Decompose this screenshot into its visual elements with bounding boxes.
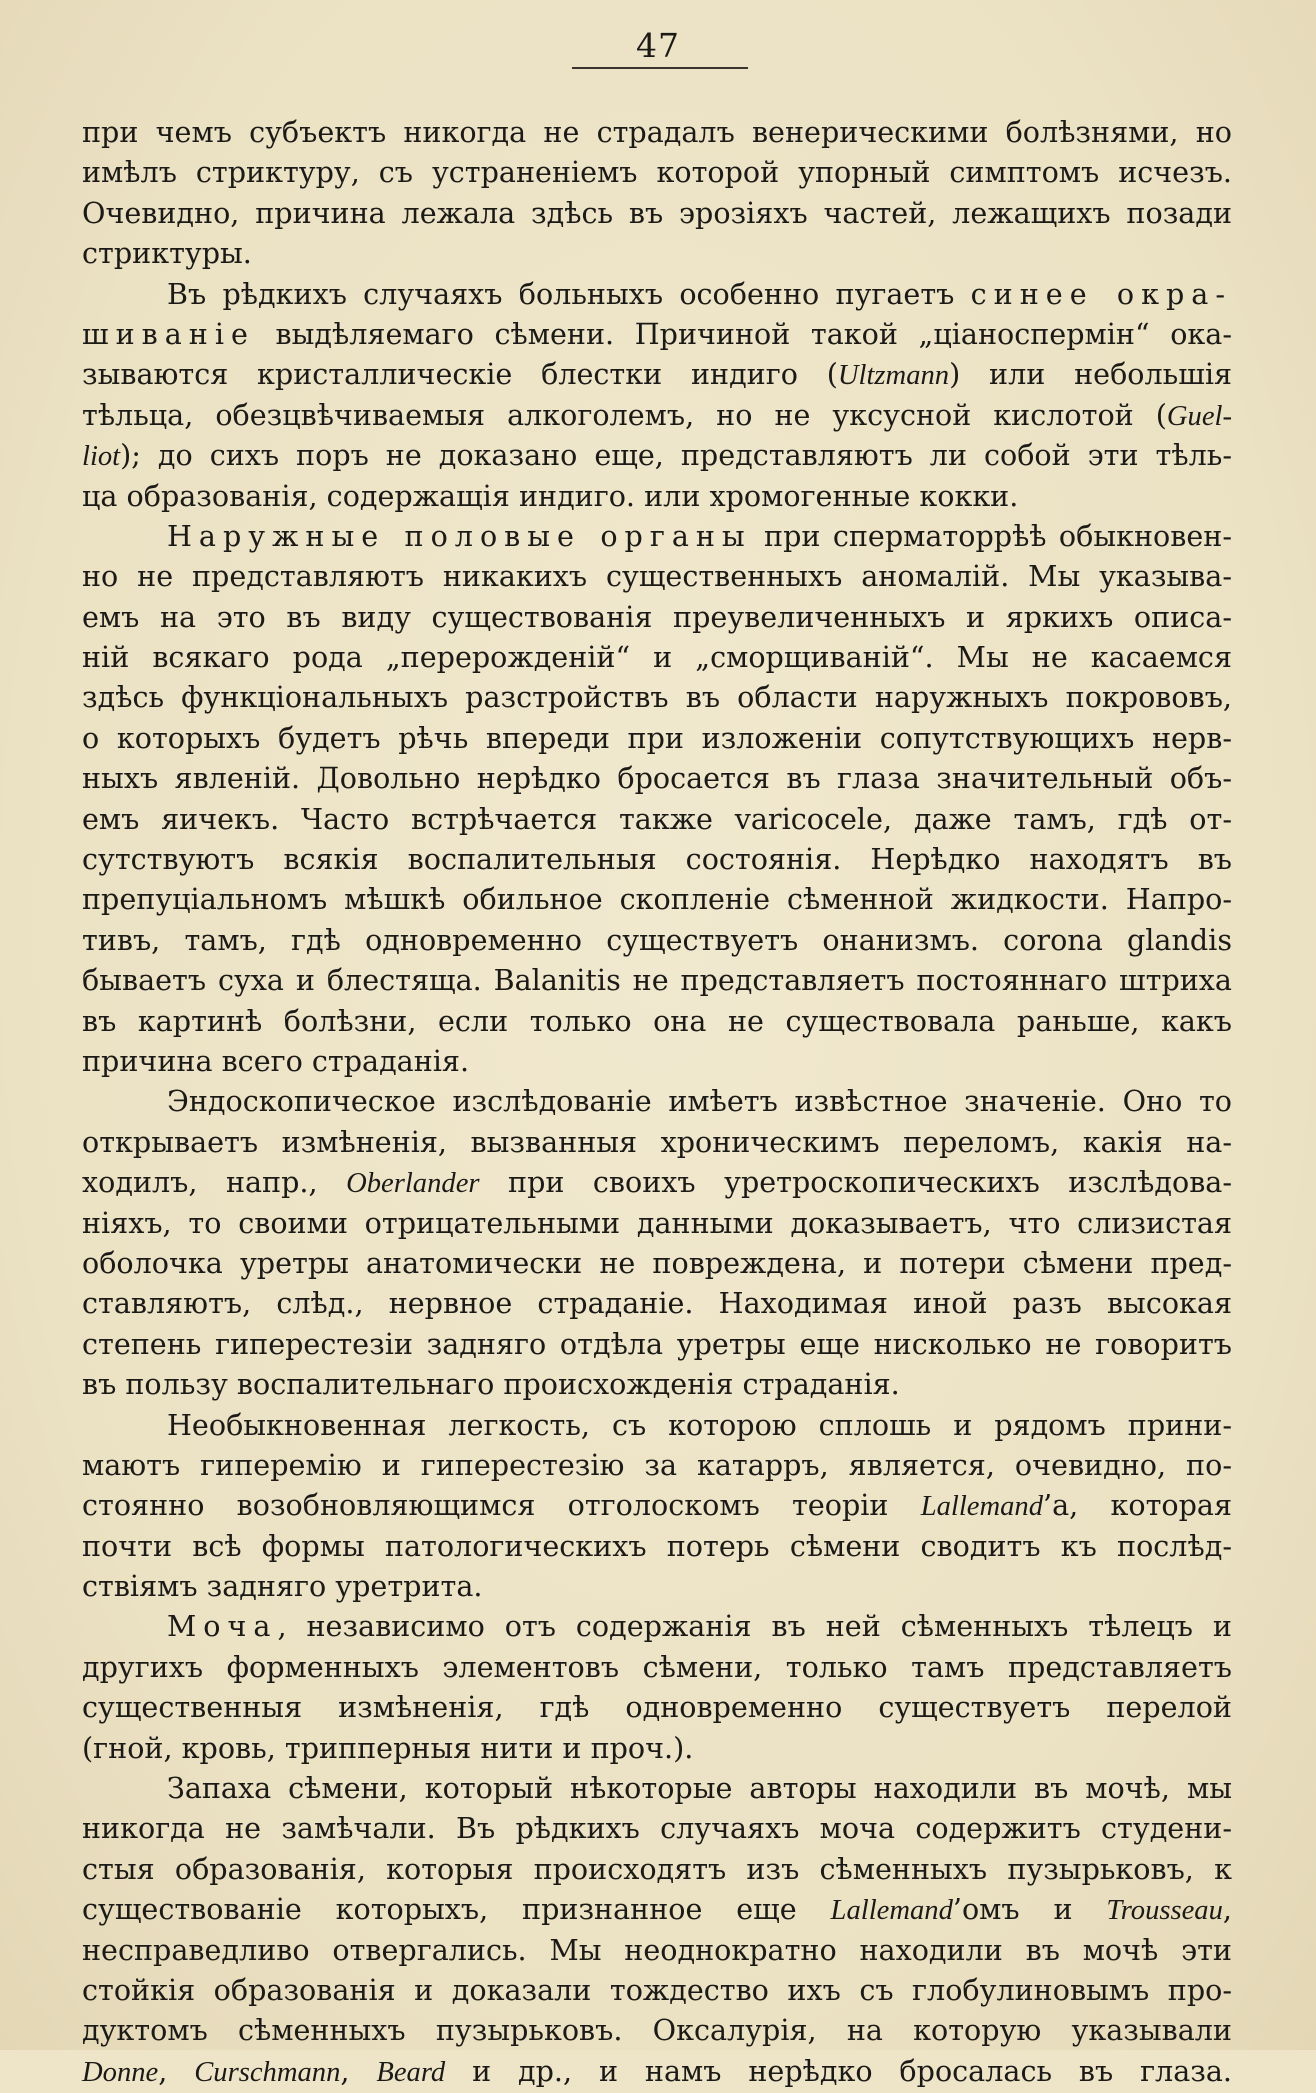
text-line	[82, 1768, 1232, 1808]
spaced-term: синее окра-	[970, 276, 1232, 311]
text-line	[82, 597, 1232, 637]
text-line	[82, 395, 1232, 435]
italic-name: Lallemand	[830, 1895, 953, 1927]
text-segment: ніяхъ, то своими отрицательными данными доказываетъ, что слизистая	[82, 1205, 1232, 1240]
text-segment: ныхъ явленій. Довольно нерѣдко бросается въ глаза значительный объ-	[82, 761, 1232, 796]
text-segment: при чемъ субъектъ никогда не страдалъ венерическими болѣзнями, но	[82, 115, 1232, 149]
page-number: 47	[636, 26, 680, 65]
text-segment: ,	[340, 2053, 377, 2088]
text-line	[82, 1687, 1232, 1727]
text-line	[82, 435, 1232, 475]
text-line	[82, 1122, 1232, 1162]
text-line	[82, 1647, 1232, 1687]
italic-name: Ultzmann	[837, 360, 950, 392]
text-line	[82, 1162, 1232, 1202]
text-segment: , независимо отъ содержанія въ ней сѣменныхъ тѣлецъ и	[277, 1609, 1232, 1644]
text-segment: при сперматоррѣѣ обыкновен-	[751, 518, 1232, 553]
text-line	[82, 1041, 1232, 1081]
text-segment: емъ на это въ виду существованія преувеличенныхъ и яркихъ описа-	[82, 599, 1232, 634]
text-line	[82, 677, 1232, 717]
text-line	[82, 314, 1232, 354]
text-line	[82, 1526, 1232, 1566]
text-segment: стоянно возобновляющимся отголоскомъ теоріи	[82, 1488, 921, 1523]
text-segment: емъ яичекъ. Часто встрѣчается также varicocele, даже тамъ, гдѣ от-	[82, 801, 1232, 836]
text-line	[82, 1445, 1232, 1485]
text-segment: Необыкновенная легкость, съ которою сплошь и рядомъ прини-	[167, 1407, 1232, 1442]
text-line	[82, 1728, 1232, 1768]
text-segment: ставляютъ, слѣд., нервное страданіе. Находимая иной разъ высокая	[82, 1286, 1232, 1321]
text-segment: о которыхъ будетъ рѣчь впереди при изложеніи сопутствующихъ нерв-	[82, 720, 1232, 755]
text-segment: въ картинѣ болѣзни, если только она не существовала раньше, какъ	[82, 1003, 1232, 1038]
text-segment: ходилъ, напр.,	[82, 1165, 347, 1200]
text-segment: здѣсь функціональныхъ разстройствъ въ области наружныхъ покрововъ,	[82, 680, 1232, 715]
text-line	[82, 1566, 1232, 1606]
text-line	[82, 1081, 1232, 1121]
header-rule	[572, 67, 748, 69]
italic-name: Beard	[376, 2056, 446, 2088]
text-line	[82, 274, 1232, 314]
text-segment: бываетъ суха и блестяща. Balanitis не представляетъ постояннаго штриха	[82, 963, 1232, 998]
text-line	[82, 1849, 1232, 1889]
text-line	[82, 1001, 1232, 1041]
text-line	[82, 1203, 1232, 1243]
text-segment: (гной, кровь, трипперныя нити и проч.).	[82, 1730, 694, 1765]
text-segment: ній всякаго рода „перерожденій“ и „сморщиваній“. Мы не касаемся	[82, 640, 1232, 675]
text-segment: дуктомъ сѣменныхъ пузырьковъ. Оксалурія, на которую указывали	[82, 2013, 1232, 2048]
text-segment: ца образованія, содержащія индиго. или хромогенные кокки.	[82, 478, 1019, 513]
text-segment: препуціальномъ мѣшкѣ обильное скопленіе сѣменной жидкости. Напро-	[82, 882, 1232, 917]
text-segment: ,	[1222, 1892, 1232, 1927]
text-segment: зываются кристаллическіе блестки индиго (	[82, 357, 838, 392]
text-line	[82, 758, 1232, 798]
text-line	[82, 1243, 1232, 1283]
italic-name: Donne	[82, 2056, 159, 2088]
text-line	[82, 960, 1232, 1000]
text-line	[82, 1283, 1232, 1323]
text-line	[82, 516, 1232, 556]
text-line	[82, 476, 1232, 516]
text-line	[82, 1970, 1232, 2010]
text-segment: Эндоскопическое изслѣдованіе имѣетъ извѣстное значеніе. Оно то	[167, 1084, 1232, 1119]
text-line	[82, 1930, 1232, 1970]
text-line	[82, 556, 1232, 596]
text-segment: существованіе которыхъ, признанное еще	[82, 1892, 831, 1927]
text-segment: имѣлъ стриктуру, съ устраненіемъ которой упорный симптомъ исчезъ.	[82, 155, 1232, 190]
text-line	[82, 718, 1232, 758]
text-segment: ствіямъ задняго уретрита.	[82, 1569, 483, 1604]
italic-name: liot	[82, 441, 121, 473]
italic-name: Lallemand	[920, 1491, 1044, 1523]
text-segment: ,	[158, 2053, 195, 2088]
text-segment: при своихъ уретроскопическихъ изслѣдова-	[479, 1165, 1233, 1200]
text-segment: Очевидно, причина лежала здѣсь въ эрозіяхъ частей, лежащихъ позади	[82, 195, 1232, 230]
text-segment: стриктуры.	[82, 236, 252, 271]
text-segment: тивъ, тамъ, гдѣ одновременно существуетъ онанизмъ. corona glandis	[82, 922, 1232, 957]
italic-name: Curschmann	[194, 2056, 341, 2088]
text-line	[82, 637, 1232, 677]
text-segment: открываетъ измѣненія, вызванныя хроническимъ переломъ, какія на-	[82, 1124, 1232, 1159]
text-segment: сутствуютъ всякія воспалительныя состоянія. Нерѣдко находятъ въ	[82, 842, 1232, 877]
text-line	[82, 152, 1232, 192]
text-segment: ); до сихъ поръ не доказано еще, представляютъ ли собой эти тѣль-	[120, 438, 1232, 473]
text-line	[82, 112, 1232, 152]
text-segment: ’а, которая	[1043, 1488, 1232, 1523]
text-line	[82, 1485, 1232, 1525]
spaced-term: шиваніе	[82, 316, 255, 351]
text-line	[82, 1606, 1232, 1646]
text-segment: стойкія образованія и доказали тождество ихъ съ глобулиновымъ про-	[82, 1972, 1232, 2007]
text-line	[82, 1405, 1232, 1445]
text-segment: ’омъ и	[952, 1892, 1107, 1927]
text-line	[82, 2051, 1232, 2091]
text-line	[82, 879, 1232, 919]
text-line	[82, 1808, 1232, 1848]
text-segment: оболочка уретры анатомически не повреждена, и потери сѣмени пред-	[82, 1245, 1232, 1280]
text-line	[82, 920, 1232, 960]
text-segment: въ пользу воспалительнаго происхожденія страданія.	[82, 1367, 900, 1402]
text-segment: тѣльца, обезцвѣчиваемыя алкоголемъ, но не уксусной кислотой (	[82, 397, 1167, 432]
text-segment: Запаха сѣмени, который нѣкоторые авторы находили въ мочѣ, мы	[167, 1771, 1232, 1806]
text-line	[82, 193, 1232, 233]
text-segment: но не представляютъ никакихъ существенныхъ аномалій. Мы указыва-	[82, 559, 1232, 594]
spaced-term: Наружные половые органы	[167, 518, 752, 553]
text-segment: маютъ гиперемію и гиперестезію за катарръ, является, очевидно, по-	[82, 1447, 1232, 1482]
text-segment: существенныя измѣненія, гдѣ одновременно существуетъ перелой	[82, 1690, 1232, 1725]
text-line	[82, 354, 1232, 394]
text-segment: никогда не замѣчали. Въ рѣдкихъ случаяхъ моча содержитъ студени-	[82, 1811, 1232, 1846]
text-segment: и др., и намъ нерѣдко бросалась въ глаза.	[445, 2053, 1233, 2088]
body-text	[82, 112, 1232, 2091]
spaced-term: Моча	[167, 1609, 278, 1644]
text-line	[82, 233, 1232, 273]
text-segment: выдѣляемаго сѣмени. Причиной такой „ціаноспермін“ ока-	[254, 316, 1232, 351]
text-segment: почти всѣ формы патологическихъ потерь сѣмени сводитъ къ послѣд-	[82, 1528, 1232, 1563]
italic-name: Trousseau	[1106, 1895, 1223, 1927]
text-line	[82, 2010, 1232, 2050]
text-line	[82, 799, 1232, 839]
text-segment: причина всего страданія.	[82, 1043, 470, 1078]
text-segment: ) или небольшія	[949, 357, 1233, 392]
italic-name: Oberlander	[346, 1168, 480, 1200]
text-line	[82, 1324, 1232, 1364]
text-segment: степень гиперестезіи задняго отдѣла уретры еще нисколько не говоритъ	[82, 1326, 1232, 1361]
text-segment: стыя образованія, которыя происходятъ изъ сѣменныхъ пузырьковъ, к	[82, 1851, 1232, 1886]
text-line	[82, 1889, 1232, 1929]
text-segment: Въ рѣдкихъ случаяхъ больныхъ особенно пугаетъ	[167, 276, 971, 311]
italic-name: Guel-	[1166, 400, 1232, 432]
text-segment: другихъ форменныхъ элементовъ сѣмени, только тамъ представляетъ	[82, 1649, 1232, 1684]
text-line	[82, 839, 1232, 879]
text-segment: несправедливо отвергались. Мы неоднократно находили въ мочѣ эти	[82, 1932, 1232, 1967]
text-line	[82, 1364, 1232, 1404]
